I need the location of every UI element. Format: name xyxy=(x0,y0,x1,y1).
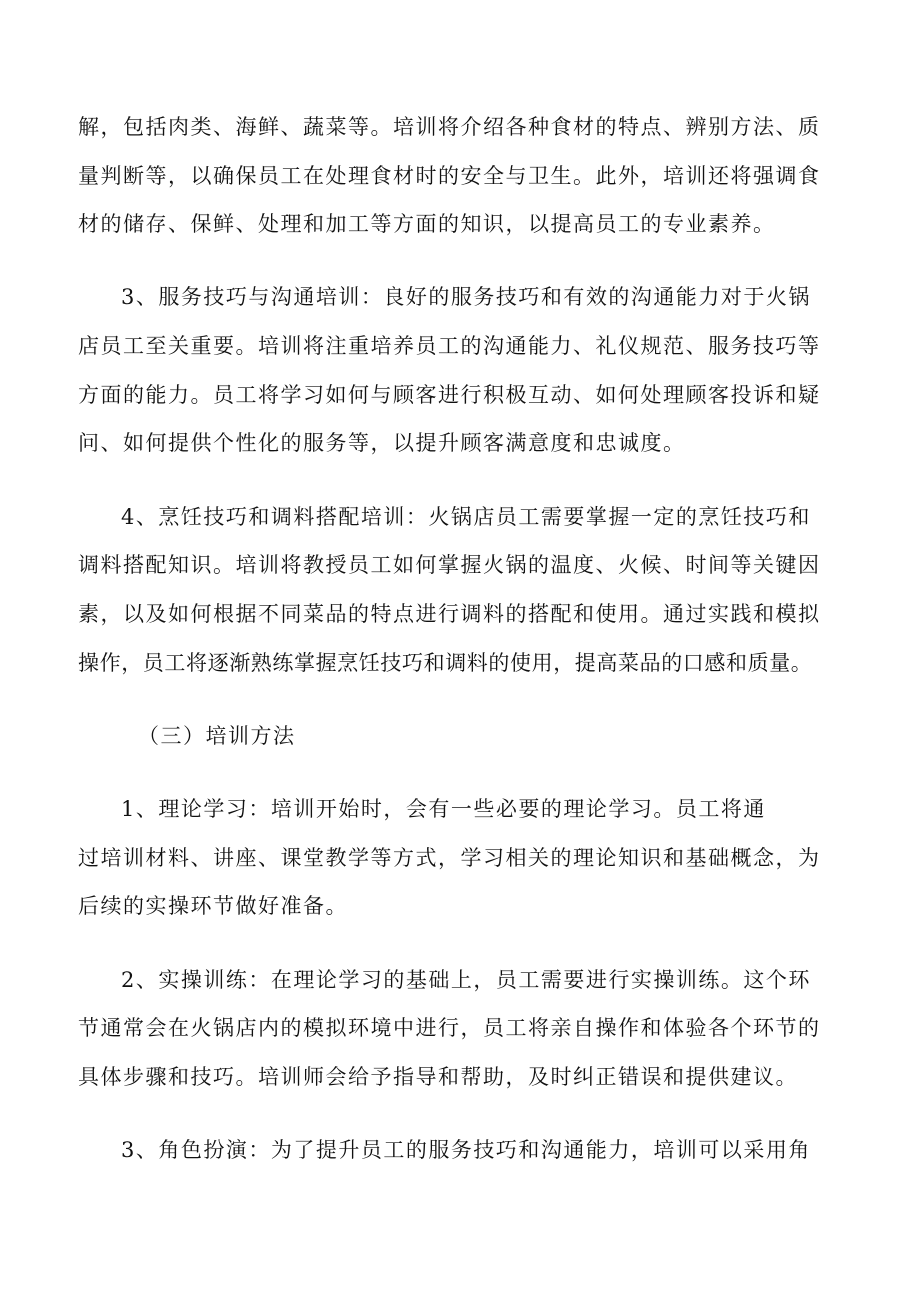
text-line: 解，包括肉类、海鲜、蔬菜等。培训将介绍各种食材的特点、辨别方法、质 xyxy=(78,115,821,139)
text-line: 操作，员工将逐渐熟练掌握烹饪技巧和调料的使用，提高菜品的口感和质量。 xyxy=(78,651,813,675)
text-line: 1、理论学习：培训开始时，会有一些必要的理论学习。员工将通 xyxy=(121,797,766,821)
text-line: 店员工至关重要。培训将注重培养员工的沟通能力、礼仪规范、服务技巧等 xyxy=(78,334,821,358)
section-heading: （三）培训方法 xyxy=(138,724,296,748)
text-line: 后续的实操环节做好准备。 xyxy=(78,894,348,918)
text-line: 节通常会在火锅店内的模拟环境中进行，员工将亲自操作和体验各个环节的 xyxy=(78,1016,821,1040)
text-line: 3、角色扮演：为了提升员工的服务技巧和沟通能力，培训可以采用角 xyxy=(121,1138,811,1162)
text-line: 3、服务技巧与沟通培训：良好的服务技巧和有效的沟通能力对于火锅 xyxy=(121,285,811,309)
text-line: 材的储存、保鲜、处理和加工等方面的知识，以提高员工的专业素养。 xyxy=(78,212,776,236)
text-line: 过培训材料、讲座、课堂教学等方式，学习相关的理论知识和基础概念，为 xyxy=(78,846,821,870)
text-line: 具体步骤和技巧。培训师会给予指导和帮助，及时纠正错误和提供建议。 xyxy=(78,1065,798,1089)
text-line: 素，以及如何根据不同菜品的特点进行调料的搭配和使用。通过实践和模拟 xyxy=(78,602,821,626)
text-line: 2、实操训练：在理论学习的基础上，员工需要进行实操训练。这个环 xyxy=(121,968,811,992)
text-line: 问、如何提供个性化的服务等，以提升顾客满意度和忠诚度。 xyxy=(78,431,686,455)
text-line: 方面的能力。员工将学习如何与顾客进行积极互动、如何处理顾客投诉和疑 xyxy=(78,383,821,407)
text-line: 量判断等，以确保员工在处理食材时的安全与卫生。此外，培训还将强调食 xyxy=(78,164,821,188)
text-line: 调料搭配知识。培训将教授员工如何掌握火锅的温度、火候、时间等关键因 xyxy=(78,553,821,577)
text-line: 4、烹饪技巧和调料搭配培训：火锅店员工需要掌握一定的烹饪技巧和 xyxy=(121,505,811,529)
